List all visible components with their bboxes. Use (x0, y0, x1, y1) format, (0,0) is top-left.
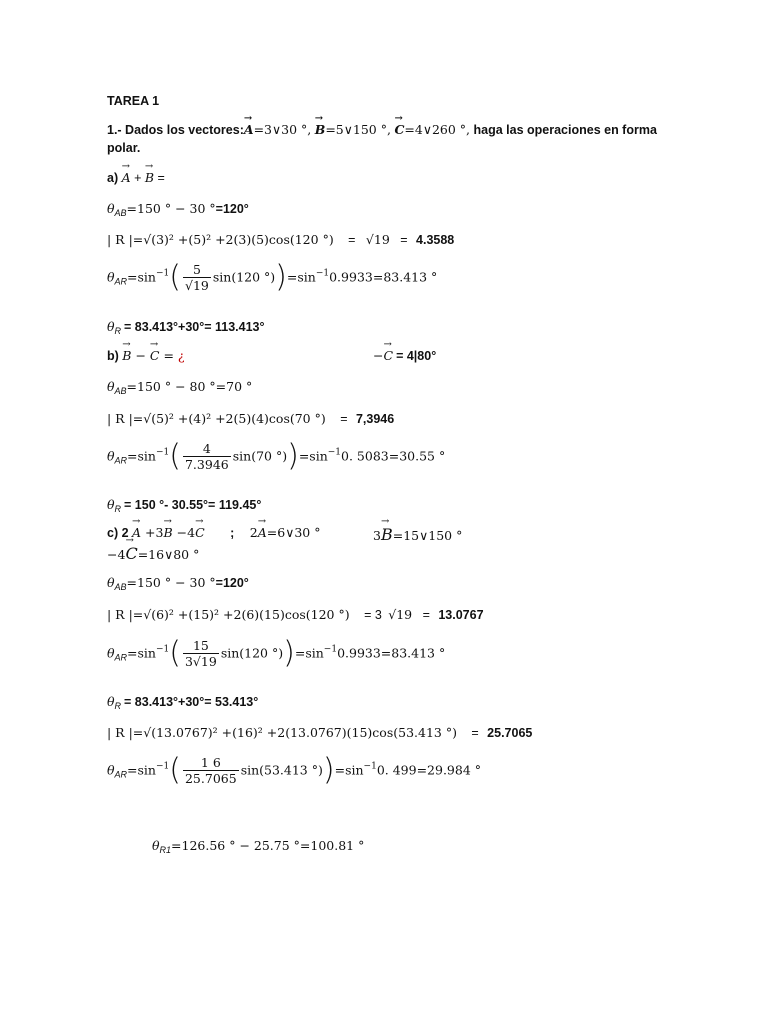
part-c-theta-r (107, 693, 258, 711)
arcsin-rest: =sin (294, 645, 324, 661)
sine-term: sin(53.413 °) (240, 762, 323, 778)
arcsin-result: 0.9933=83.413 ° (337, 645, 446, 661)
part-a-theta-ab (107, 200, 249, 218)
arcsin-prefix: =sin (127, 269, 156, 285)
inverse-exponent: −1 (155, 761, 170, 772)
fraction (183, 755, 239, 786)
fraction-denominator: 7.3946 (184, 457, 229, 472)
problem-tail-line2: polar. (107, 141, 141, 155)
part-c-theta-r1 (152, 837, 364, 855)
vector-c: → C (383, 348, 393, 363)
magnitude-expression: | R |=√(6)² +(15)² +2(6)(15)cos(120 °) (107, 607, 350, 622)
three-b-coefficient: 3 (373, 528, 381, 543)
vector-c: → C (394, 122, 404, 137)
part-a-theta-ar (107, 259, 438, 295)
plus-three: +3 (141, 525, 164, 540)
inverse-exponent: −1 (363, 761, 377, 772)
part-b-neg-c (373, 348, 436, 363)
magnitude-sqrt: √19 (365, 232, 390, 247)
theta-symbol: θ (107, 645, 115, 661)
plus-sign: + (130, 171, 145, 185)
subscript-ar: AR (114, 455, 128, 466)
subscript-ar: AR (114, 652, 128, 663)
equals-sign: = (159, 348, 178, 363)
subscript-ab: AB (114, 208, 127, 218)
theta-symbol: θ (107, 319, 115, 334)
magnitude-value: 4.3588 (416, 233, 455, 247)
subscript-r: R (114, 701, 122, 711)
fraction-numerator: 1 6 (183, 755, 239, 771)
subscript-ar: AR (114, 276, 128, 287)
theta-ab-result: =120° (215, 202, 249, 216)
sine-term: sin(70 °) (232, 448, 288, 464)
sine-term: sin(120 °) (212, 269, 276, 285)
fraction-denominator: √19 (184, 278, 209, 293)
theta-r1-expression: =126.56 ° − 25.75 °=100.81 ° (171, 838, 365, 853)
subscript-ar: AR (114, 769, 128, 780)
theta-r-value: = 150 °- 30.55°= 119.45° (124, 498, 262, 512)
arcsin-rest: =sin (334, 762, 364, 778)
two-a-coefficient: 2 (249, 525, 258, 540)
inverse-exponent: −1 (315, 268, 330, 279)
magnitude-eq2: = (422, 608, 430, 622)
magnitude-value: 7,3946 (355, 412, 395, 426)
vector-c: → C (125, 544, 137, 563)
vector-a: → A (258, 525, 267, 540)
part-b-label: b) (107, 349, 119, 363)
inverse-exponent: −1 (155, 268, 170, 279)
arcsin-prefix: =sin (127, 645, 156, 661)
vector-b: → B (163, 525, 172, 540)
fraction-numerator: 4 (183, 441, 231, 457)
arcsin-result: 0. 5083=30.55 ° (341, 448, 446, 464)
theta-symbol: θ (107, 575, 115, 590)
theta-symbol: θ (107, 694, 115, 709)
inverse-exponent: −1 (323, 644, 338, 655)
vector-c: → C (195, 525, 205, 540)
vector-c: → C (150, 348, 160, 363)
part-b-theta-r (107, 496, 261, 514)
subscript-r1: R1 (159, 845, 172, 855)
part-c-three-b (373, 525, 462, 545)
magnitude-expression-2: | R |=√(13.0767)² +(16)² +2(13.0767)(15)cos(53.413 °) (107, 725, 457, 740)
magnitude-eq: = (471, 726, 479, 740)
vector-a: → A (122, 170, 131, 185)
problem-statement (107, 122, 657, 137)
minus-sign: − (131, 348, 150, 363)
vector-a: → A (244, 122, 254, 137)
part-c-heading (107, 525, 320, 540)
part-b-theta-ar (107, 438, 446, 474)
fraction-denominator: 3√19 (184, 654, 217, 669)
magnitude-eq: = (340, 412, 348, 426)
part-a-theta-r (107, 318, 265, 336)
neg-four-c-value: =16∨80 ° (137, 547, 200, 562)
fraction (183, 441, 231, 472)
fraction-numerator: 15 (183, 638, 219, 654)
part-c-magnitude (107, 606, 484, 624)
page-title: TAREA 1 (107, 94, 160, 108)
part-c-label: c) 2 (107, 526, 129, 540)
inverse-exponent: −1 (327, 447, 342, 458)
theta-ab-expression: =150 ° − 30 ° (126, 575, 216, 590)
part-c-magnitude-2 (107, 724, 532, 742)
part-a-heading (107, 170, 165, 185)
theta-symbol: θ (152, 838, 160, 853)
magnitude-expression: | R |=√(5)² +(4)² +2(5)(4)cos(70 °) (107, 411, 326, 426)
subscript-ab: AB (114, 582, 127, 592)
magnitude-expression: | R |=√(3)² +(5)² +2(3)(5)cos(120 °) (107, 232, 334, 247)
right-paren: ) (287, 438, 299, 474)
neg-c-value: = 4|80° (396, 349, 437, 363)
theta-symbol: θ (107, 762, 115, 778)
theta-ab-expression: =150 ° − 80 °=70 ° (126, 379, 253, 394)
fraction-numerator: 5 (183, 262, 211, 278)
right-paren: ) (275, 259, 287, 295)
arcsin-result: 0. 499=29.984 ° (376, 762, 482, 778)
magnitude-eq2: = (400, 233, 408, 247)
vector-b: → B (122, 348, 131, 363)
problem-lead: 1.- Dados los vectores: (107, 123, 244, 137)
subscript-r: R (114, 504, 122, 514)
theta-symbol: θ (107, 269, 115, 285)
right-paren: ) (322, 752, 335, 788)
theta-ab-expression: =150 ° − 30 ° (126, 201, 216, 216)
right-paren: ) (283, 635, 295, 671)
arcsin-prefix: =sin (127, 762, 156, 778)
part-b-heading (107, 348, 185, 363)
vector-b: → B (381, 525, 393, 544)
fraction (183, 638, 219, 669)
theta-symbol: θ (107, 379, 115, 394)
theta-ab-result: =120° (215, 576, 249, 590)
vector-a: → A (132, 525, 141, 540)
vector-b-value: =5∨150 °, (325, 122, 391, 137)
magnitude-value: 13.0767 (438, 608, 484, 622)
magnitude-eq: = 3 (364, 608, 382, 622)
sine-term: sin(120 °) (220, 645, 284, 661)
vector-c-value: =4∨260 °, (404, 122, 471, 137)
part-a-magnitude (107, 231, 454, 249)
part-c-theta-ar-2 (107, 752, 482, 788)
part-c-neg-four-c (107, 544, 199, 564)
neg-four-c-coefficient: −4 (107, 547, 126, 562)
part-b-theta-ab (107, 378, 252, 396)
subscript-r: R (114, 326, 122, 336)
subscript-ab: AB (114, 386, 127, 396)
part-c-theta-ab (107, 574, 249, 592)
left-paren: ( (169, 635, 181, 671)
theta-r-value: = 83.413°+30°= 53.413° (124, 695, 259, 709)
part-b-magnitude (107, 410, 394, 428)
part-a-label: a) (107, 171, 119, 185)
theta-symbol: θ (107, 448, 115, 464)
fraction-denominator: 25.7065 (184, 771, 237, 786)
vector-b: → B (145, 170, 154, 185)
theta-symbol: θ (107, 201, 115, 216)
arcsin-result: 0.9933=83.413 ° (329, 269, 438, 285)
theta-r-value: = 83.413°+30°= 113.413° (124, 320, 265, 334)
equals-sign: = (154, 171, 165, 185)
semicolon: ; (230, 526, 235, 540)
magnitude-sqrt: √19 (388, 607, 413, 622)
inverse-exponent: −1 (155, 447, 170, 458)
left-paren: ( (169, 438, 181, 474)
vector-b: → B (315, 122, 326, 137)
question-mark: ¿ (177, 348, 185, 363)
arcsin-rest: =sin (286, 269, 316, 285)
fraction (183, 262, 211, 293)
left-paren: ( (169, 259, 181, 295)
arcsin-rest: =sin (298, 448, 328, 464)
minus-sign: − (373, 348, 384, 363)
three-b-value: =15∨150 ° (392, 528, 463, 543)
magnitude-eq: = (348, 233, 356, 247)
left-paren: ( (169, 752, 181, 788)
inverse-exponent: −1 (155, 644, 170, 655)
part-c-theta-ar (107, 635, 446, 671)
magnitude-value-2: 25.7065 (487, 726, 533, 740)
vector-a-value: =3∨30 °, (253, 122, 312, 137)
arcsin-prefix: =sin (127, 448, 156, 464)
problem-tail: haga las operaciones en forma (473, 123, 657, 137)
two-a-value: =6∨30 ° (266, 525, 321, 540)
minus-four: −4 (172, 525, 196, 540)
theta-symbol: θ (107, 497, 115, 512)
